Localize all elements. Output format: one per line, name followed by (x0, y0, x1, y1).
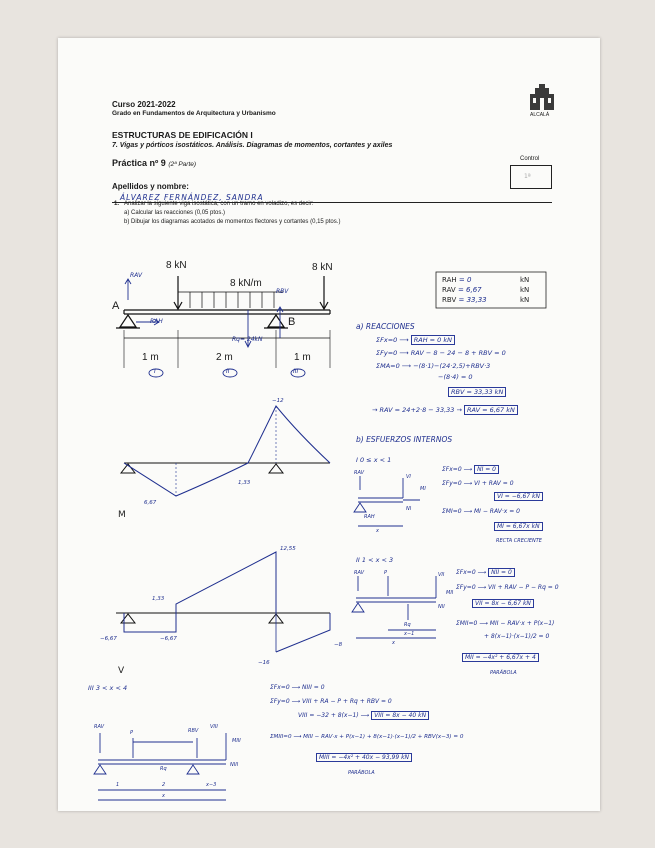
label-rav: RAV (130, 272, 143, 279)
shear-diagram (116, 552, 330, 652)
solution-a-line3b: −(8·4) = 0 (438, 373, 473, 381)
reaction-row-rav: RAV = 6,67 kN (442, 286, 530, 294)
label-rq: Rq= 24kN (232, 336, 263, 343)
label-support-a: A (112, 300, 120, 312)
drawings-layer (58, 38, 600, 811)
label-load-distributed: 8 kN/m (230, 278, 262, 289)
label-rah: RAH (150, 318, 163, 325)
segment-2-eq3: VII = 8x − 6,67 kN (472, 600, 534, 607)
segment-1-eq4: ΣMI=0 ⟶ MI − RAV·x = 0 (442, 508, 520, 515)
fbd3-dim-2: 2 (162, 782, 166, 788)
segment-2-eq2: ΣFy=0 ⟶ VII + RAV − P − Rq = 0 (456, 584, 559, 591)
fbd1-rah: RAH (364, 514, 375, 520)
fbd2-rq: Rq (404, 622, 411, 628)
solution-a-line1: ΣFx=0 ⟶ RAH = 0 kN (376, 336, 455, 344)
label-load-right: 8 kN (312, 262, 333, 273)
moment-diagram-label: M (118, 510, 126, 520)
fbd1-mi: MI (420, 486, 426, 492)
fbd3-dim-x3: x−3 (206, 782, 217, 788)
segment-3-eq5: MIII = −4x² + 40x − 93,99 kN (316, 754, 412, 761)
course-year: Curso 2021-2022 (112, 100, 176, 109)
shear-value-3: −6,67 (100, 636, 117, 642)
segment-2-eq1: ΣFx=0 ⟶ NII = 0 (456, 569, 515, 576)
fbd3-dim-1: 1 (116, 782, 120, 788)
fbd1-ni: NI (406, 506, 412, 512)
label-seg-1: I (154, 368, 156, 375)
fbd2-mii: MII (446, 590, 454, 596)
reaction-row-rah: RAH = 0 kN (442, 276, 530, 284)
segment-1-eq5: MI = 6,67x kN (494, 523, 543, 530)
fbd1-rav: RAV (354, 470, 365, 476)
segment-3-eq3: VIII = −32 + 8(x−1) ⟶ VIII = 8x − 40 kN (298, 712, 429, 719)
fbd2-x1: x−1 (404, 631, 415, 637)
segment-3-eq1: ΣFx=0 ⟶ NIII = 0 (270, 684, 325, 691)
fbd3-p: P (130, 730, 134, 736)
label-support-b: B (288, 316, 296, 328)
solution-a-line5: → RAV = 24+2·8 − 33,33 → RAV = 6,67 kN (372, 406, 518, 414)
fbd3-dim-x: x (162, 793, 165, 799)
segment-1-eq3: VI = −6,67 kN (494, 493, 543, 500)
label-span-3: 1 m (294, 352, 311, 363)
moment-value-min: 6,67 (144, 500, 157, 506)
fbd2-nii: NII (438, 604, 445, 610)
degree-name: Grado en Fundamentos de Arquitectura y Urbanismo (112, 110, 276, 117)
fbd1-vi: VI (406, 474, 411, 480)
shear-value-4: −6,67 (160, 636, 177, 642)
problem-number: 1. (114, 201, 120, 207)
label-span-2: 2 m (216, 352, 233, 363)
fbd3-rbv: RBV (188, 728, 199, 734)
practice-title: Práctica nº 9 (2ª Parte) (112, 158, 197, 168)
fbd3-rav: RAV (94, 724, 105, 730)
label-seg-3: III (293, 368, 299, 375)
shear-value-2: 1,33 (152, 596, 165, 602)
segment-2-label: II 1 < x < 3 (356, 556, 394, 564)
reactions-table (442, 275, 530, 305)
fbd2-x: x (392, 640, 395, 646)
shear-diagram-label: V (118, 666, 125, 676)
fbd2-rav: RAV (354, 570, 365, 576)
reaction-row-rbv: RBV = 33,33 kN (442, 296, 530, 304)
logo-text: ALCALÁ (530, 112, 550, 118)
fbd1-x: x (376, 528, 379, 534)
label-seg-2: II (226, 368, 230, 375)
segment-3-note: PARÁBOLA (348, 770, 375, 776)
fbd3-miii: MIII (232, 738, 241, 744)
fbd-segment-2 (352, 576, 436, 638)
subject-title: ESTRUCTURAS DE EDIFICACIÓN I (112, 130, 253, 140)
shear-value-1: 12,55 (280, 546, 296, 552)
problem-statement: Analizar la siguiente viga isostática, con un tramo en voladizo, es decir: (124, 201, 314, 207)
solution-a-title: a) REACCIONES (356, 322, 415, 331)
solution-a-line3: ΣMA=0 ⟶ −(8·1)−(24·2,5)+RBV·3 (376, 362, 491, 370)
moment-value-mid: 1,33 (238, 480, 251, 486)
control-value: 1ª (524, 173, 531, 180)
names-label: Apellidos y nombre: (112, 182, 189, 191)
shear-value-5: −8 (334, 642, 343, 648)
segment-1-note: RECTA CRECIENTE (496, 538, 542, 544)
control-label: Control (520, 156, 540, 162)
segment-3-label: III 3 < x < 4 (88, 684, 128, 692)
label-rbv: RBV (276, 288, 289, 295)
segment-3-eq2: ΣFy=0 ⟶ VIII + RA − P + Rq + RBV = 0 (270, 698, 392, 705)
solution-b-title: b) ESFUERZOS INTERNOS (356, 435, 453, 444)
solution-a-line2: ΣFy=0 ⟶ RAV − 8 − 24 − 8 + RBV = 0 (376, 349, 506, 357)
segment-2-eq6: MII = −4x² + 6,67x + 4 (462, 654, 539, 661)
segment-1-label: I 0 ≤ x < 1 (356, 456, 392, 464)
segment-1-eq1: ΣFx=0 ⟶ NI = 0 (442, 466, 499, 473)
moment-diagram (121, 406, 330, 496)
moment-value-top: −12 (272, 398, 284, 404)
fbd3-niii: NIII (230, 762, 239, 768)
fbd2-vii: VII (438, 572, 445, 578)
fbd3-rq: Rq (160, 766, 167, 772)
segment-2-eq5: + 8(x−1)·(x−1)/2 = 0 (484, 633, 550, 640)
label-span-1: 1 m (142, 352, 159, 363)
student-name: ÁLVAREZ FERNÁNDEZ, SANDRA (120, 193, 264, 202)
shear-value-6: −16 (258, 660, 270, 666)
segment-1-eq2: ΣFy=0 ⟶ VI + RAV = 0 (442, 480, 514, 487)
segment-2-note: PARÁBOLA (490, 670, 517, 676)
fbd2-p: P (384, 570, 388, 576)
fbd3-viii: VIII (210, 724, 218, 730)
topic-title: 7. Vigas y pórticos isostáticos. Análisis. Diagramas de momentos, cortantes y axiles (112, 142, 393, 149)
label-load-left: 8 kN (166, 260, 187, 271)
solution-a-line4: RBV = 33,33 kN (448, 388, 506, 396)
segment-3-eq4: ΣMIII=0 ⟶ MIII − RAV·x + P(x−1) + 8(x−1)·(x−1)/2 + RBV(x−3) = 0 (270, 734, 464, 740)
problem-part-b: b) Dibujar los diagramas acotados de momentos flectores y cortantes (0,15 ptos.) (124, 219, 341, 225)
problem-part-a: a) Calcular las reacciones (0,05 ptos.) (124, 210, 226, 216)
segment-2-eq4: ΣMII=0 ⟶ MII − RAV·x + P(x−1) (456, 620, 555, 627)
paper-sheet (58, 38, 600, 811)
